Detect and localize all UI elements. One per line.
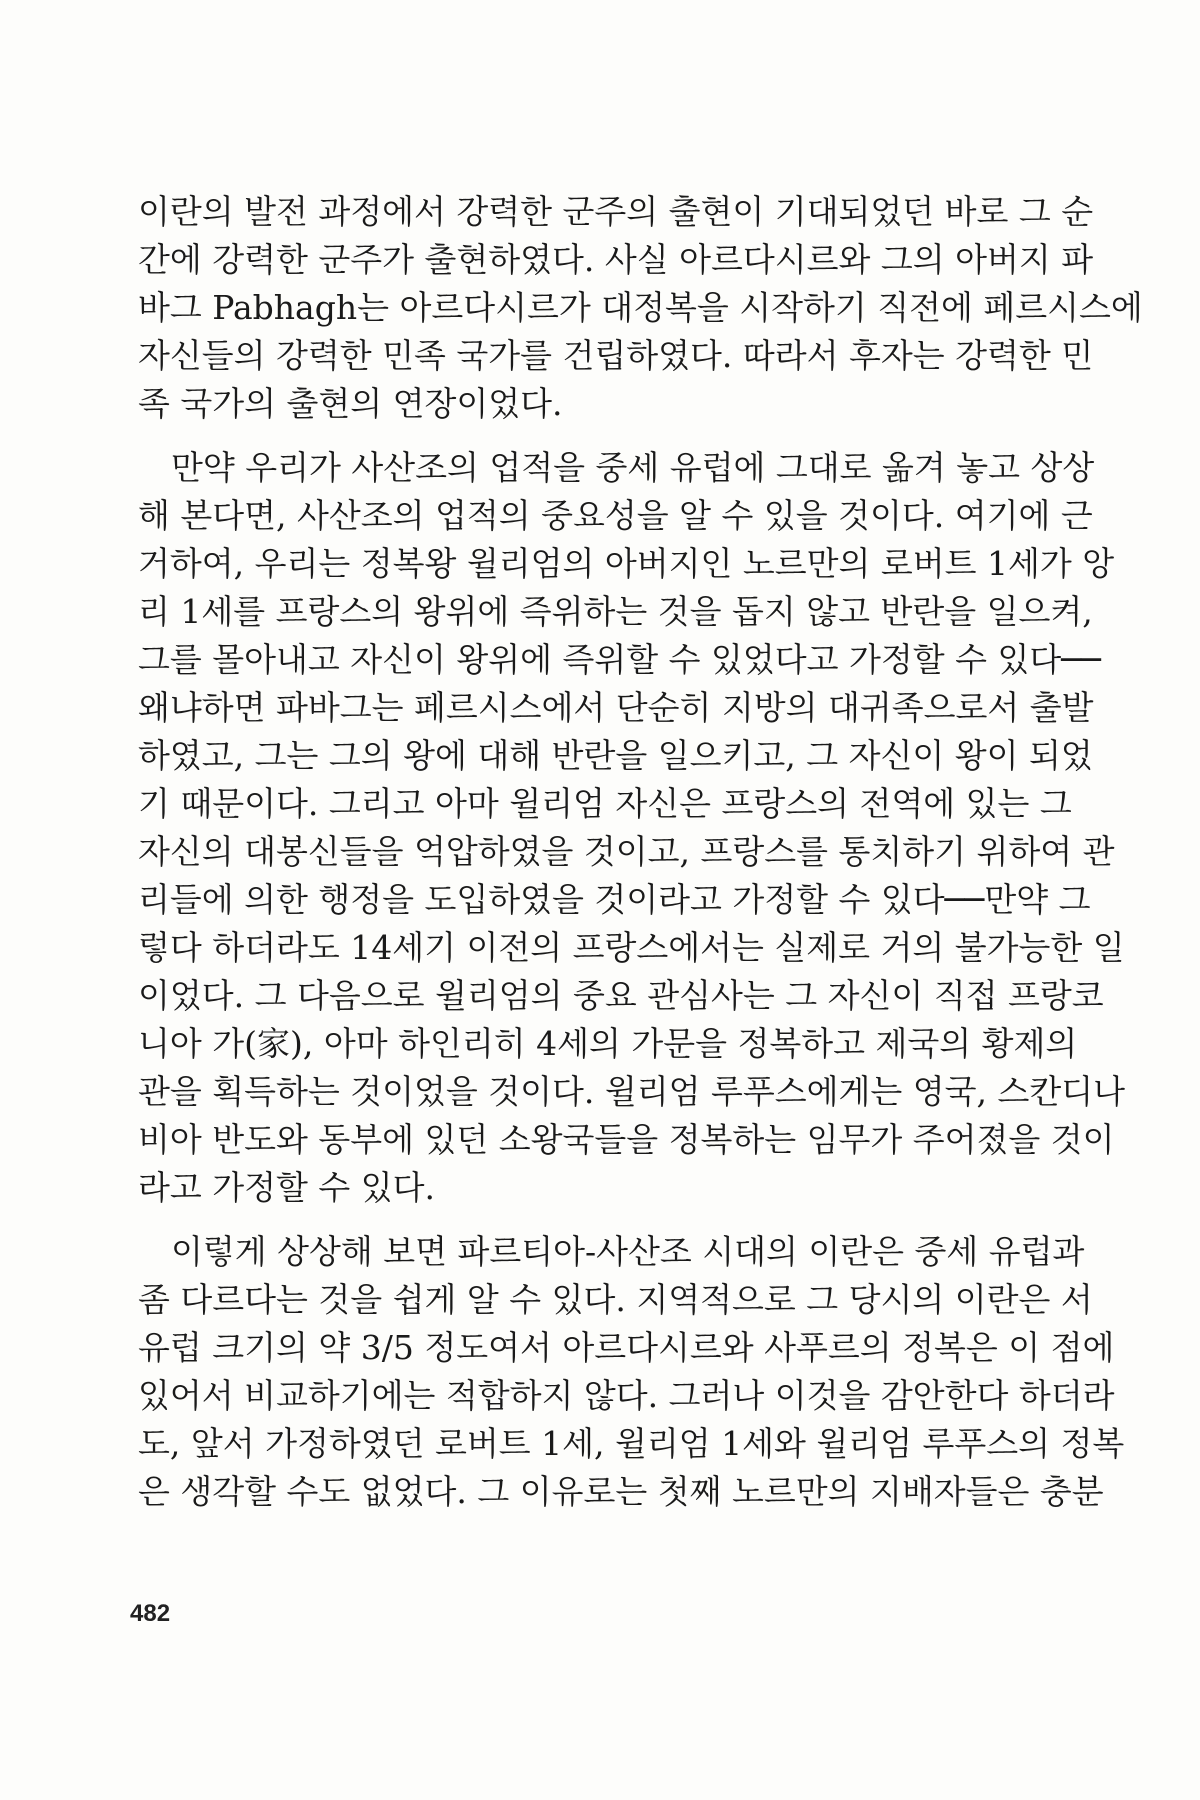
text-line: 은 생각할 수도 없었다. 그 이유로는 첫째 노르만의 지배자들은 충분	[138, 1472, 1104, 1511]
text-line: 렇다 하더라도 14세기 이전의 프랑스에서는 실제로 거의 불가능한 일	[138, 928, 1125, 967]
text-line: 족 국가의 출현의 연장이었다.	[138, 384, 563, 423]
paragraph-gap	[138, 1212, 1038, 1228]
text-line: 이렇게 상상해 보면 파르티아-사산조 시대의 이란은 중세 유럽과	[171, 1232, 1085, 1271]
text-line: 이었다. 그 다음으로 윌리엄의 중요 관심사는 그 자신이 직접 프랑코	[138, 976, 1104, 1015]
text-line: 있어서 비교하기에는 적합하지 않다. 그러나 이것을 감안한다 하더라	[138, 1376, 1115, 1415]
text-line: 유럽 크기의 약 3/5 정도여서 아르다시르와 사푸르의 정복은 이 점에	[138, 1328, 1115, 1367]
text-line: 왜냐하면 파바그는 페르시스에서 단순히 지방의 대귀족으로서 출발	[138, 688, 1094, 727]
text-line: 하였고, 그는 그의 왕에 대해 반란을 일으키고, 그 자신이 왕이 되었	[138, 736, 1093, 775]
paragraph	[138, 444, 1125, 1212]
text-line: 비아 반도와 동부에 있던 소왕국들을 정복하는 임무가 주어졌을 것이	[138, 1120, 1115, 1159]
text-line: 자신의 대봉신들을 억압하였을 것이고, 프랑스를 통치하기 위하여 관	[138, 832, 1115, 871]
paragraph	[138, 188, 1143, 428]
text-line: 리들에 의한 행정을 도입하였을 것이라고 가정할 수 있다──만약 그	[138, 880, 1091, 919]
text-line: 바그 Pabhagh는 아르다시르가 대정복을 시작하기 직전에 페르시스에	[138, 288, 1143, 327]
text-line: 간에 강력한 군주가 출현하였다. 사실 아르다시르와 그의 아버지 파	[138, 240, 1094, 279]
text-line: 도, 앞서 가정하였던 로버트 1세, 윌리엄 1세와 윌리엄 루푸스의 정복	[138, 1424, 1125, 1463]
text-line: 그를 몰아내고 자신이 왕위에 즉위할 수 있었다고 가정할 수 있다──	[138, 640, 1101, 679]
body-text	[138, 188, 1143, 1516]
text-line: 이란의 발전 과정에서 강력한 군주의 출현이 기대되었던 바로 그 순	[138, 192, 1094, 231]
text-line: 라고 가정할 수 있다.	[138, 1168, 435, 1207]
paragraph	[138, 1228, 1125, 1516]
text-line: 니아 가(家), 아마 하인리히 4세의 가문을 정복하고 제국의 황제의	[138, 1024, 1078, 1063]
text-line: 해 본다면, 사산조의 업적의 중요성을 알 수 있을 것이다. 여기에 근	[138, 496, 1093, 535]
text-line: 거하여, 우리는 정복왕 윌리엄의 아버지인 노르만의 로버트 1세가 앙	[138, 544, 1115, 583]
text-line: 좀 다르다는 것을 쉽게 알 수 있다. 지역적으로 그 당시의 이란은 서	[138, 1280, 1093, 1319]
text-line: 관을 획득하는 것이었을 것이다. 윌리엄 루푸스에게는 영국, 스칸디나	[138, 1072, 1125, 1111]
text-line: 리 1세를 프랑스의 왕위에 즉위하는 것을 돕지 않고 반란을 일으켜,	[138, 592, 1093, 631]
text-line: 자신들의 강력한 민족 국가를 건립하였다. 따라서 후자는 강력한 민	[138, 336, 1094, 375]
page-number: 482	[130, 1600, 171, 1627]
paragraph-gap	[138, 428, 1038, 444]
text-line: 기 때문이다. 그리고 아마 윌리엄 자신은 프랑스의 전역에 있는 그	[138, 784, 1072, 823]
text-line: 만약 우리가 사산조의 업적을 중세 유럽에 그대로 옮겨 놓고 상상	[171, 448, 1095, 487]
